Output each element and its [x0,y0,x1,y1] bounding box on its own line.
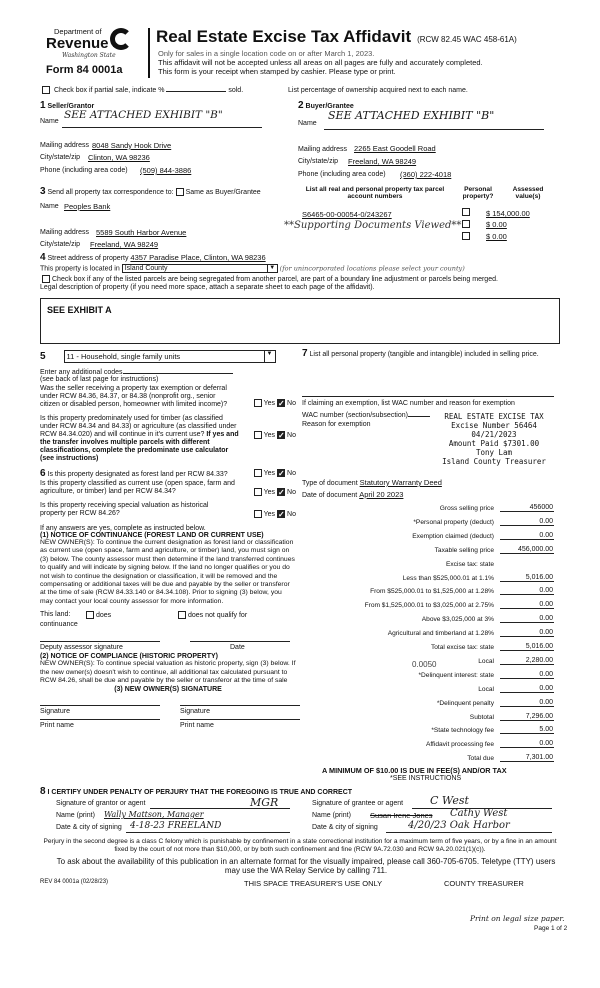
county-value: Island County [124,265,168,272]
print-name-label: Print name [180,722,214,730]
form-title-row [156,27,517,47]
note-2: This affidavit will not be accepted unless all areas on all pages are fully and accurately completed. [158,58,483,67]
correspondence-label: Send all property tax correspondence to: [47,189,174,196]
new-owner-signature-heading: (3) NEW OWNER(S) SIGNATURE [114,686,222,694]
personal-header: Personal property? [462,186,494,200]
use-code-select[interactable] [64,350,276,363]
calc-value[interactable]: 456,000.00 [500,546,554,554]
calc-value[interactable]: 7,301.00 [500,754,554,762]
section-number: 4 [40,252,46,263]
stamp-line: 04/21/2023 [471,430,517,439]
does-not-label: does not qualify for [188,612,248,620]
grantee-name-value[interactable]: Cathy West [450,808,508,819]
calc-value[interactable]: 0.00 [500,671,554,679]
note-1: Only for sales in a single location code on or after March 1, 2023. [158,49,375,58]
calc-label: From $525,000.01 to $1,525,000 at 1.28% [370,588,494,596]
rcw-ref: (RCW 82.45 WAC 458-61A) [417,35,517,44]
calc-value[interactable]: 0.00 [500,685,554,693]
grantor-date-label: Date & city of signing [56,824,122,831]
additional-codes-label: Enter any additional codes [40,369,123,376]
no-label: No [287,510,296,518]
assessed-value-3[interactable]: $ 0.00 [486,232,507,241]
street-value[interactable]: 4357 Paradise Place, Clinton, WA 98236 [130,253,266,262]
dor-logo [40,24,140,80]
no-label: No [287,469,296,477]
personal-checkbox-1[interactable] [460,208,472,216]
timber-no-checkbox[interactable]: ✓ [278,431,285,440]
perjury-text: Perjury in the second degree is a class C felony which is punishable by confinement in a state correctional institution for a maximum term of five years, or by a fine in an amount fixed by the court of not more than $10,000, or by both such confinement and fine (RCW 9A.72.030 and RCW 9A.20.021(1)(c)). [43,838,557,853]
seller-city-label: City/state/zip [40,154,81,161]
dropdown-arrow-icon[interactable]: ▼ [267,265,277,272]
note-3: This form is your receipt when stamped by cashier. Please type or print. [158,67,396,76]
does-label: does [96,612,112,620]
calc-label: *Personal property (deduct) [413,518,494,526]
parcel-header: List all real and personal property tax parcel account numbers [305,186,445,200]
forest-question: Is this property designated as forest land per RCW 84.33? [47,471,228,478]
calc-value[interactable]: 0.00 [500,601,554,609]
exempt-yes-checkbox[interactable] [254,399,262,407]
yes-label: Yes [263,431,276,439]
buyer-section [298,98,560,182]
section-number: 1 [40,100,46,111]
section-number: 7 [302,348,308,359]
form-title: Real Estate Excise Tax Affidavit [156,27,412,46]
signature-label: Signature [180,708,210,716]
list-percentage-note: List percentage of ownership acquired next to each name. [288,87,468,94]
grantee-date-value[interactable]: 4/20/23 Oak Harbor [408,820,510,831]
historic-no-checkbox[interactable]: ✓ [278,510,285,519]
street-section [40,252,560,291]
assessed-value-2[interactable]: $ 0.00 [486,220,507,229]
local-rate-value[interactable]: 0.0050 [412,660,437,669]
corr-mail-value[interactable]: 5589 South Harbor Avenue [96,228,187,237]
state-label: Washington State [62,52,116,59]
grantee-name-struck: Susan Irene Jones [370,811,433,820]
historic-question: Is this property receiving special valuation as historical property per RCW 84.26? [40,502,209,517]
legal-description-box[interactable] [40,298,560,344]
deputy-signature-label: Deputy assessor signature [40,644,123,652]
located-label: This property is located in [40,265,120,273]
buyer-city-label: City/state/zip [298,158,339,165]
grantee-signature-label: Signature of grantee or agent [312,800,404,807]
personal-checkbox-3[interactable] [460,232,472,240]
timber-note: If yes and the transfer involves multiple parcels with different classifications, complete the predominate use calculator (see instructions) [40,431,239,462]
logo-swirl-icon [110,28,132,50]
wac-note: If claiming an exemption, list WAC number and reason for exemption [302,400,515,407]
stamp-line: Amount Paid $7301.00 [448,439,540,448]
calc-value[interactable]: 0.00 [500,699,554,707]
seller-name-label: Name [40,118,59,125]
section-7 [302,348,560,499]
calc-label: Local [478,657,494,665]
notice-compliance-heading: (2) NOTICE OF COMPLIANCE (HISTORIC PROPERTY) [40,653,218,661]
timber-yes-checkbox[interactable] [254,431,262,439]
grantee-signature[interactable]: C West [430,794,469,807]
calc-label: Subtotal [469,713,494,721]
calc-value[interactable]: 5.00 [500,726,554,734]
section-number: 2 [298,100,304,111]
partial-sale-checkbox[interactable] [42,86,50,94]
calc-value[interactable]: 5,016.00 [500,574,554,582]
no-label: No [287,488,296,496]
personal-property-label: List all personal property (tangible and intangible) included in selling price. [309,351,539,358]
signature-label: Signature [40,708,70,716]
seller-section [40,98,284,178]
grantor-signature[interactable]: MGR [250,796,279,809]
dept-label: Department of [54,27,102,36]
minimum-fee-note: A MINIMUM OF $10.00 IS DUE IN FEE(S) AND/OR TAX [322,766,507,775]
revenue-label: Revenue [46,35,109,52]
calc-label: Exemption claimed (deduct) [412,532,494,540]
buyer-city-value[interactable]: Freeland, WA 98249 [348,157,417,166]
section-8 [40,786,560,836]
yes-label: Yes [263,488,276,496]
seller-phone-value[interactable]: (509) 844-3886 [140,166,192,175]
print-legal-note: Print on legal size paper. [470,914,565,923]
date-label: Date [230,644,245,652]
buyer-name-label: Name [298,120,317,127]
wac-label: WAC number (section/subsection) [302,412,408,419]
perjury-note [40,838,560,854]
use-code-value: 11 - Household, single family units [66,352,181,361]
calc-label: Total excise tax: state [430,644,494,651]
segregated-label: Check box if any of the listed parcels are being segregated from another parcel, are part of a boundary line adjustment or parcels being merged. [52,275,498,283]
corr-name-label: Name [40,203,59,210]
buyer-phone-value[interactable]: (360) 222-4018 [400,170,452,179]
seller-name-value[interactable]: SEE ATTACHED EXHIBIT "B" [64,109,223,121]
calc-label: Above $3,025,000 at 3% [421,616,494,624]
grantor-signature-label: Signature of grantor or agent [56,800,146,807]
seller-mail-label: Mailing address [40,142,90,149]
county-hint: (for unincorporated locations please select your county) [279,264,465,273]
calc-label: From $1,525,000.01 to $3,025,000 at 2.75% [364,602,494,610]
segregated-checkbox[interactable] [42,275,50,283]
calc-label: Affidavit processing fee [425,741,494,749]
this-land-label: This land: [40,611,71,619]
header-divider [148,28,150,78]
treasurer-space-label: THIS SPACE TREASURER'S USE ONLY [244,879,383,888]
buyer-phone-label: Phone (including area code) [298,171,386,178]
exemption-question: Was the seller receiving a property tax exemption or deferral under RCW 84.36, 84.37, or 84.38 (nonprofit org., senior citizen or disabled person, homeowner with limited income)? [40,385,228,408]
calc-label: *Delinquent interest: state [418,671,494,679]
assessed-header: Assessed value(s) [512,186,544,200]
calc-value[interactable]: 0.00 [500,518,554,526]
yes-label: Yes [263,469,276,477]
assessed-value-1[interactable]: $ 154,000.00 [486,209,530,218]
county-select[interactable] [122,264,278,273]
current-use-no-checkbox[interactable]: ✓ [278,488,285,497]
calc-label: Less than $525,000.01 at 1.1% [402,574,494,582]
doc-type-value[interactable]: Statutory Warranty Deed [359,478,442,487]
calc-value[interactable]: 5,016.00 [500,643,554,651]
personal-checkbox-2[interactable] [460,220,472,228]
calc-value[interactable]: 0.00 [500,615,554,623]
buyer-name-value[interactable]: SEE ATTACHED EXHIBIT "B" [328,109,495,122]
certification-label: I CERTIFY UNDER PENALTY OF PERJURY THAT THE FOREGOING IS TRUE AND CORRECT [47,789,353,796]
current-use-yes-checkbox[interactable] [254,488,262,496]
calc-value[interactable]: 0.00 [500,587,554,595]
forest-no-checkbox[interactable]: ✓ [278,469,285,478]
street-label: Street address of property [47,255,129,262]
calc-label: *Delinquent penalty [436,699,494,707]
partial-sale-label: Check box if partial sale, indicate % [53,86,165,94]
current-use-question: Is this property classified as current use (open space, farm and agriculture, or timber) land per RCW 84.34? [40,480,235,495]
does-not-checkbox[interactable] [178,611,186,619]
calc-value[interactable]: 0.00 [500,532,554,540]
calc-value[interactable]: 0.00 [500,629,554,637]
doc-date-label: Date of document [302,492,358,499]
yes-label: Yes [263,510,276,518]
grantee-name-label: Name (print) [312,812,351,819]
seller-heading: Seller/Grantor [47,103,95,110]
calc-label: Agricultural and timberland at 1.28% [387,630,494,638]
form-number: Form 84 0001a [46,64,123,76]
stamp-line: Excise Number 56464 [451,421,537,430]
calc-label: Local [478,685,494,693]
corr-city-label: City/state/zip [40,241,81,248]
correspondence-section [40,186,290,250]
section-number: 3 [40,186,46,197]
calc-value[interactable]: 2,280.00 [500,657,554,665]
section-6 [40,468,296,733]
same-as-buyer-label: Same as Buyer/Grantee [185,189,261,196]
calc-label: Total due [467,755,494,763]
see-back-label: (see back of last page for instructions) [40,376,159,383]
treasurer-stamp [432,412,556,466]
stamp-line: REAL ESTATE EXCISE TAX [444,412,544,421]
section-number: 8 [40,786,46,797]
tax-calculation [302,505,560,775]
buyer-mail-value[interactable]: 2265 East Goodell Road [354,144,436,153]
calc-value[interactable]: 7,296.00 [500,713,554,721]
grantor-date-value[interactable]: 4-18-23 FREELAND [130,821,222,831]
ifany-label: If any answers are yes, complete as instructed below. [40,525,206,532]
partial-sale-row [40,86,243,94]
corr-name-value[interactable]: Peoples Bank [64,202,111,211]
page-number: Page 1 of 2 [534,925,568,932]
doc-type-label: Type of document [302,480,358,487]
historic-yes-checkbox[interactable] [254,510,262,518]
county-treasurer-label: COUNTY TREASURER [444,879,524,888]
section-5 [40,350,296,465]
no-label: No [287,431,296,439]
legal-description-value: SEE EXHIBIT A [47,305,112,315]
corr-mail-label: Mailing address [40,229,90,236]
does-checkbox[interactable] [86,611,94,619]
yes-label: Yes [263,399,276,407]
seller-mail-value[interactable]: 8048 Sandy Hook Drive [92,141,172,150]
grantor-name-value[interactable]: Wally Mattson, Manager [104,810,204,819]
see-instructions-note: *SEE INSTRUCTIONS [390,775,462,782]
grantor-name-label: Name (print) [56,812,95,819]
seller-phone-label: Phone (including area code) [40,167,128,174]
exempt-no-checkbox[interactable]: ✓ [278,399,285,408]
buyer-mail-label: Mailing address [298,146,348,153]
calc-label: *State technology fee [431,727,494,735]
stamp-line: Tony Lam [475,448,513,457]
revision-label: REV 84 0001a (02/28/23) [40,879,109,885]
calc-label: Taxable selling price [434,546,494,554]
section-number: 6 [40,468,46,479]
timber-question: Is this property predominately used for timber (as classified under RCW 84.34 and 84.33) or agriculture (as classified under RCW 84.34.020) and will continue in it's current use? [40,415,237,438]
section-number: 5 [40,351,46,362]
same-as-buyer-checkbox[interactable] [176,188,184,196]
calc-label: Gross selling price [439,505,494,512]
sold-label: sold. [228,86,244,94]
continuance-label: continuance [40,621,78,629]
calc-label: Excise tax: state [445,560,494,568]
parcel-number-1[interactable]: S6465-00-00054-0/243267 [302,210,392,219]
reason-label: Reason for exemption [302,421,371,428]
print-name-label: Print name [40,722,74,730]
notice-compliance-text: NEW OWNER(S): To continue special valuation as historic property, sign (3) below. If the new owner(s) doesn't wish to continue, all additional tax calculated pursuant to RCW 84.26, shall be due and payable by the seller or transferor at the time of sale [40,660,296,685]
no-label: No [287,399,296,407]
legal-label: Legal description of property (if you need more space, attach a separate sheet to each page of the affidavit). [40,284,375,291]
calc-value[interactable]: 456000 [500,504,554,512]
grantee-date-label: Date & city of signing [312,824,378,831]
notice-continuance-heading: (1) NOTICE OF CONTINUANCE (FOREST LAND OR CURRENT USE) [40,532,264,539]
calc-value[interactable]: 0.00 [500,740,554,748]
documents-viewed-stamp: **Supporting Documents Viewed** [284,220,462,231]
notice-continuance-text: NEW OWNER(S): To continue the current designation as forest land or classification as current use (open space, farm and agriculture, or timber) land, you must sign on (3) below. The county assessor must then determine if the land transferred continues to qualify and will indicate by signing below. If the land no longer qualifies or you do not wish to continue the designation or classification, it will be removed and the compensating or additional taxes will be due and payable by the seller or transferor at the time of sale (RCW 84.33.140 or 84.34.108). Prior to signing (3) below, you may contact your local county assessor for more information. [40,539,295,605]
alternate-format-note: To ask about the availability of this publication in an alternate format for the visually impaired, please call 360-705-6705. Teletype (TTY) users may use the WA Relay Service by calling 711. [56,857,556,875]
corr-city-value[interactable]: Freeland, WA 98249 [90,240,159,249]
doc-date-value[interactable]: April 20 2023 [359,490,404,499]
dropdown-arrow-icon[interactable]: ▼ [264,351,275,362]
buyer-heading: Buyer/Grantee [305,103,354,110]
stamp-line: Island County Treasurer [442,457,546,466]
seller-city-value[interactable]: Clinton, WA 98236 [88,153,150,162]
parcel-table [284,186,560,250]
forest-yes-checkbox[interactable] [254,469,262,477]
